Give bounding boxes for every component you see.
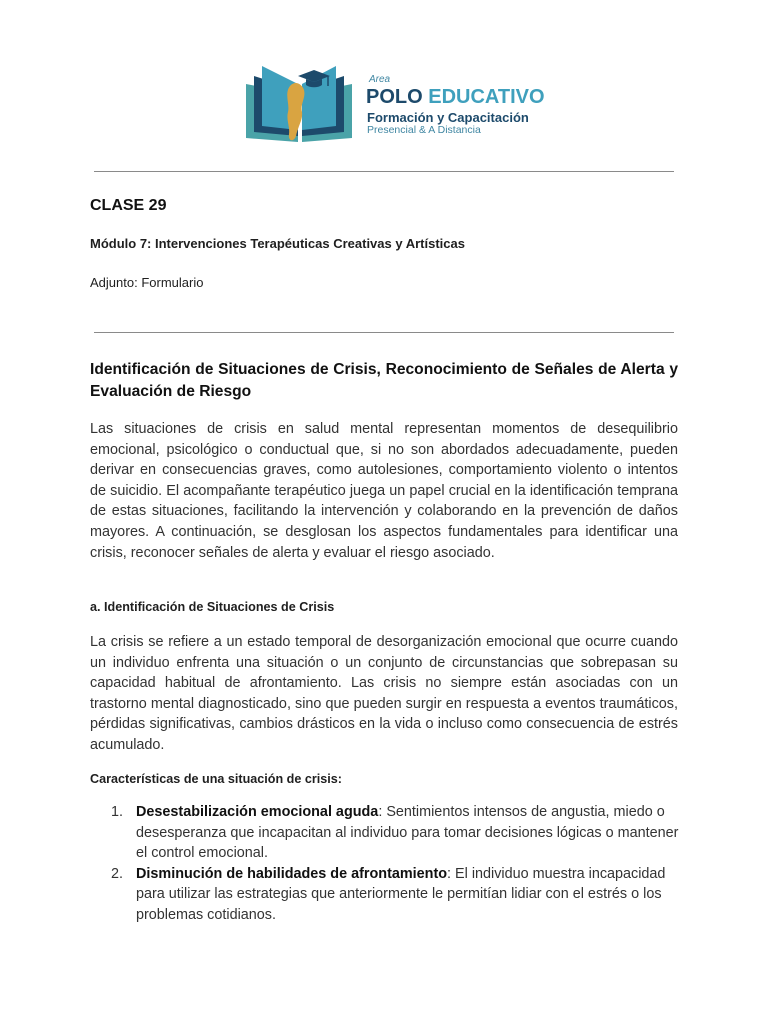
- logo-title-polo: POLO: [366, 86, 423, 108]
- characteristics-heading: Características de una situación de crisis:: [90, 772, 342, 786]
- attachment-label: Adjunto: Formulario: [90, 275, 204, 290]
- divider-middle: [94, 332, 674, 333]
- logo-subtitle-2: Presencial & A Distancia: [367, 124, 481, 136]
- logo-area-label: Area: [369, 74, 391, 85]
- subsection-heading: a. Identificación de Situaciones de Crisis: [90, 600, 335, 614]
- list-item-number: 1.: [111, 804, 124, 820]
- crisis-definition-paragraph: La crisis se refiere a un estado temporal de desorganización emocional que ocurre cuando un individuo enfrenta una situación o un conjunto de circunstancias que sobrepasan su capacidad habitual de afrontamiento. Las crisis no siempre están asociadas con un trastorno mental diagnosticado, sino que pueden surgir en respuesta a eventos traumáticos, pérdidas significativas, cambios drásticos en la vida o incluso como consecuencia de estrés acumulado.: [90, 634, 678, 753]
- list-item-text: : El individuo muestra incapacidad para utilizar las estrategias que anteriormente le permitían lidiar con el estrés o los problemas cotidianos.: [136, 865, 666, 923]
- list-item: [90, 864, 680, 926]
- logo-title-educativo: EDUCATIVO: [428, 86, 545, 108]
- module-title: Módulo 7: Intervenciones Terapéuticas Creativas y Artísticas: [90, 236, 465, 251]
- divider-top: [94, 171, 674, 172]
- list-item-term: Desestabilización emocional aguda: [136, 804, 379, 820]
- open-book-icon: [240, 54, 370, 154]
- class-title: CLASE 29: [90, 197, 167, 214]
- logo-title: [366, 86, 545, 109]
- logo-subtitle-1: Formación y Capacitación: [367, 110, 529, 125]
- list-item-text: : Sentimientos intensos de angustia, miedo o desesperanza que incapacitan al individuo para tomar decisiones lógicas o mantener el control emocional.: [136, 804, 679, 862]
- section-title: Identificación de Situaciones de Crisis, Reconocimiento de Señales de Alerta y Evaluación de Riesgo: [90, 361, 678, 400]
- characteristics-list: [90, 802, 680, 926]
- polo-educativo-logo: [226, 48, 544, 150]
- list-item: [90, 802, 680, 864]
- intro-paragraph: Las situaciones de crisis en salud mental representan momentos de desequilibrio emocional, psicológico o conductual que, si no son abordados adecuadamente, pueden derivar en consecuencias graves, como autolesiones, comportamiento violento o intentos de suicidio. El acompañante terapéutico juega un papel crucial en la identificación temprana de estas situaciones, facilitando la intervención y colaborando en la prevención de daños mayores. A continuación, se desglosan los aspectos fundamentales para identificar una crisis, reconocer señales de alerta y evaluar el riesgo asociado.: [90, 421, 678, 561]
- list-item-term: Disminución de habilidades de afrontamiento: [136, 865, 448, 882]
- list-item-number: 2.: [111, 865, 124, 882]
